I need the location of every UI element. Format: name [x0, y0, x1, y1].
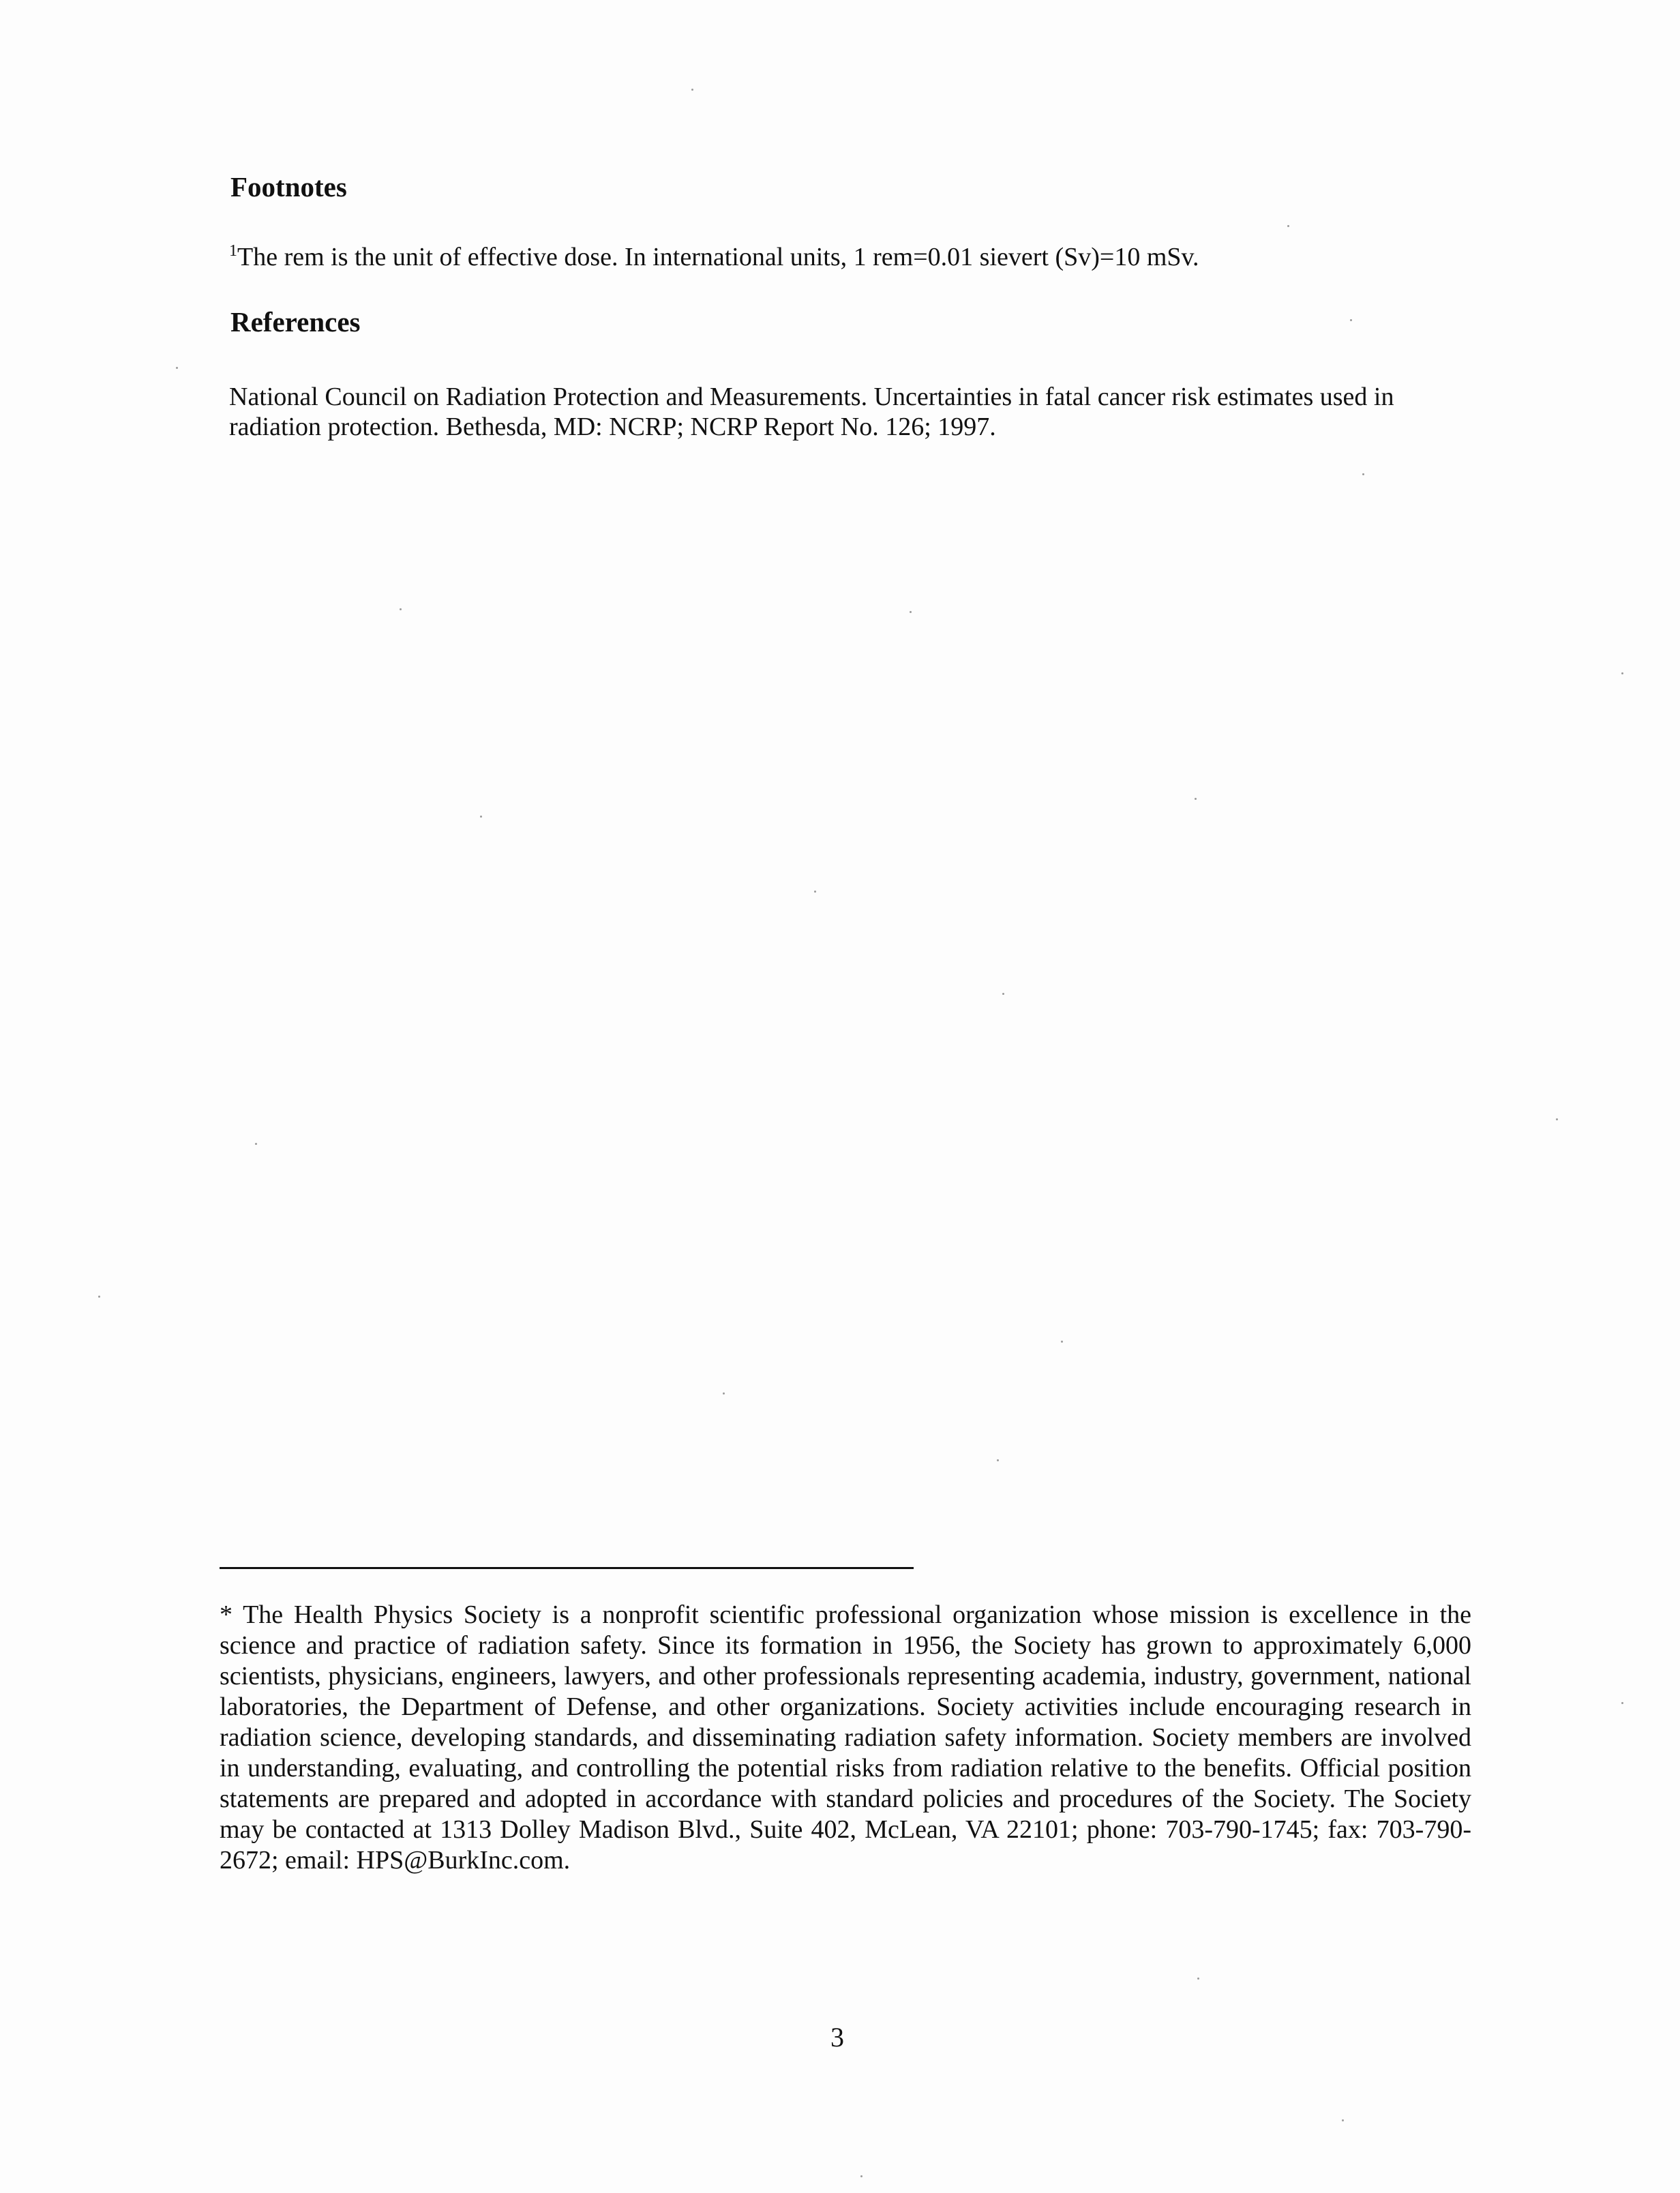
footnote-item [229, 242, 1388, 272]
scan-speck [997, 1459, 999, 1461]
scan-speck [1061, 1341, 1063, 1343]
footnote-text: The rem is the unit of effective dose. In international units, 1 rem=0.01 sievert (Sv)=10 mSv. [237, 243, 1199, 271]
scan-speck [691, 89, 693, 91]
scan-speck [176, 367, 178, 369]
footnotes-heading: Footnotes [230, 171, 347, 203]
scan-speck [98, 1296, 100, 1298]
page-number: 3 [830, 2022, 844, 2053]
society-description-note: * The Health Physics Society is a nonprofit scientific professional organization whose mission is excellence in the science and practice of radiation safety. Since its formation in 1956, the Society has grown to approximately 6,000 scientists, physicians, engineers, lawyers, and other professionals representing academia, industry, government, national laboratories, the Department of Defense, and other organizations. Society activities include encouraging research in radiation science, developing standards, and disseminating radiation safety information. Society members are involved in understanding, evaluating, and controlling the potential risks from radiation relative to the benefits. Official position statements are prepared and adopted in accordance with standard policies and procedures of the Society. The Society may be contacted at 1313 Dolley Madison Blvd., Suite 402, McLean, VA 22101; phone: 703-790-1745; fax: 703-790-2672; email: HPS@BurkInc.com. [220, 1600, 1471, 1875]
scan-speck [1287, 225, 1289, 227]
scan-speck [1362, 473, 1364, 475]
scan-speck [1621, 1702, 1623, 1704]
scan-speck [723, 1392, 725, 1394]
footnote-marker: 1 [229, 242, 237, 260]
reference-item: National Council on Radiation Protection and Measurements. Uncertainties in fatal cancer risk estimates used in radiation protection. Bethesda, MD: NCRP; NCRP Report No. 126; 1997. [229, 383, 1394, 441]
scan-speck [1556, 1118, 1558, 1120]
references-heading: References [230, 306, 361, 338]
scan-speck [1621, 672, 1623, 674]
scan-speck [1195, 798, 1197, 800]
scan-speck [480, 816, 482, 818]
scan-speck [814, 891, 816, 893]
footnote-separator-rule [220, 1567, 914, 1569]
scan-speck [400, 608, 402, 610]
scan-speck [1342, 2119, 1344, 2121]
scan-speck [860, 2175, 862, 2177]
scan-speck [910, 611, 912, 613]
scan-speck [1350, 319, 1352, 321]
scan-speck [1002, 993, 1004, 995]
scan-speck [1197, 1978, 1199, 1980]
scan-speck [255, 1143, 257, 1145]
